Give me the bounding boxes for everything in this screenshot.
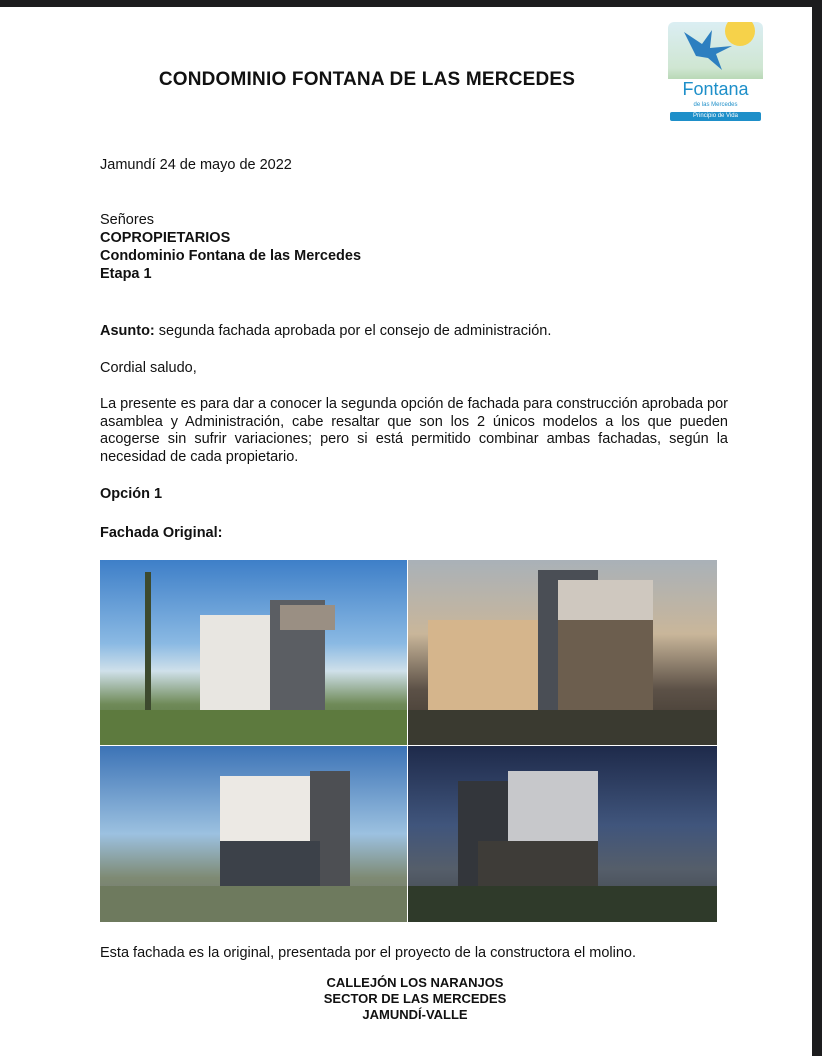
facade-photo [100, 746, 407, 922]
address-line: JAMUNDÍ-VALLE [362, 1007, 468, 1022]
document-page [0, 7, 812, 1056]
recipient-line: COPROPIETARIOS [100, 230, 231, 246]
subject-text: segunda fachada aprobada por el consejo de administración. [154, 323, 552, 339]
option-heading: Opción 1 [100, 486, 163, 502]
address-line: SECTOR DE LAS MERCEDES [323, 991, 507, 1006]
body-paragraph: La presente es para dar a conocer la segunda opción de fachada para construcción aprobada por asamblea y Administración, cabe resaltar que son los 2 únicos modelos a los que pueden acogerse sin sufrir variaciones; pero si está permitido combinar ambas fachadas, según la necesidad de cada propietario. [100, 396, 728, 465]
address-line: CALLEJÓN LOS NARANJOS [326, 975, 504, 990]
logo-name: Fontana [682, 79, 749, 99]
salutation-to: Señores [100, 212, 155, 228]
logo-subtitle: de las Mercedes [693, 102, 738, 108]
facade-heading: Fachada Original: [100, 525, 223, 541]
fontana-logo [668, 22, 763, 124]
recipient-block [100, 211, 361, 283]
facade-photo [408, 746, 717, 922]
hummingbird-icon [682, 28, 737, 73]
subject-label: Asunto: [100, 323, 155, 339]
greeting: Cordial saludo, [100, 360, 197, 376]
recipient-line: Condominio Fontana de las Mercedes [100, 248, 362, 264]
recipient-line: Etapa 1 [100, 266, 152, 282]
subject-line [100, 322, 551, 340]
letter-date: Jamundí 24 de mayo de 2022 [100, 157, 292, 173]
page-title: CONDOMINIO FONTANA DE LAS MERCEDES [158, 69, 576, 90]
logo-tagline: Principio de Vida [670, 112, 761, 121]
photo-caption: Esta fachada es la original, presentada por el proyecto de la constructora el molino. [100, 945, 637, 961]
facade-photo-grid [100, 560, 717, 922]
facade-photo [408, 560, 717, 745]
footer-address [0, 975, 822, 1023]
facade-photo [100, 560, 407, 745]
